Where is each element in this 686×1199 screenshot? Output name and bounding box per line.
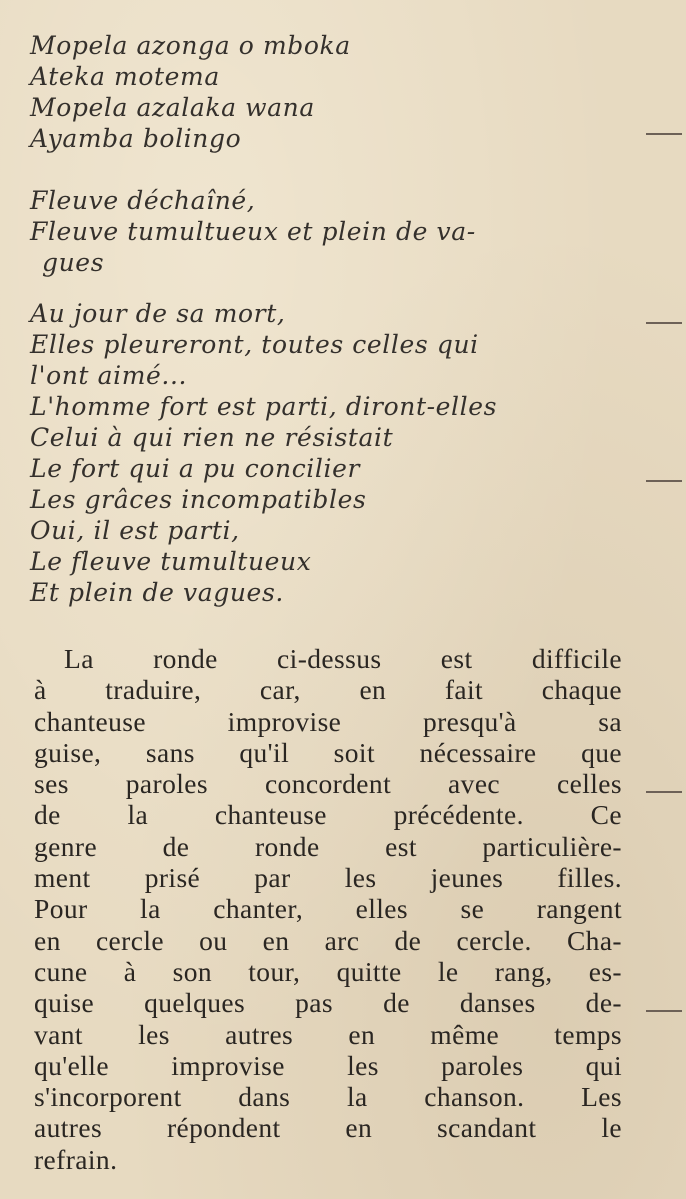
paragraph-line: guise, sans qu'il soit nécessaire que [34,736,622,768]
paragraph-line: en cercle ou en arc de cercle. Cha- [34,924,622,956]
margin-rule-mark [646,480,682,482]
margin-rule-mark [646,322,682,324]
margin-rule-mark [646,133,682,135]
verse-line: gues [42,248,105,277]
verse-line: Le fleuve tumultueux [30,547,312,576]
verse-line: Et plein de vagues. [30,578,284,607]
verse-stanza-mort [30,298,630,608]
verse-line: Oui, il est parti, [30,516,240,545]
commentary-paragraph [34,643,622,1175]
verse-line: Les grâces incompatibles [30,485,367,514]
paragraph-line: chanteuse improvise presqu'à sa [34,705,622,737]
paragraph-line: autres répondent en scandant le [34,1112,622,1144]
verse-line: Ayamba bolingo [30,124,242,153]
verse-line: Le fort qui a pu concilier [30,454,361,483]
paragraph-line: quise quelques pas de danses de- [34,987,622,1019]
paragraph-line: La ronde ci-dessus est difficile [64,643,622,674]
verse-stanza-fleuve [30,185,630,278]
verse-line: L'homme fort est parti, diront-elles [30,392,498,421]
verse-line: l'ont aimé... [30,361,188,390]
verse-line: Mopela azonga o mboka [30,31,351,60]
margin-rule-mark [646,791,682,793]
verse-line: Fleuve tumultueux et plein de va- [30,217,476,246]
paragraph-line: à traduire, car, en fait chaque [34,674,622,706]
paragraph-line: qu'elle improvise les paroles qui [34,1049,622,1081]
verse-line: Celui à qui rien ne résistait [30,423,394,452]
verse-line: Au jour de sa mort, [30,299,286,328]
paragraph-line: Pour la chanter, elles se rangent [34,893,622,925]
paragraph-line: ment prisé par les jeunes filles. [34,862,622,894]
verse-line: Mopela azalaka wana [30,93,315,122]
verse-stanza-lingala [30,30,630,154]
verse-line: Fleuve déchaîné, [30,186,256,215]
verse-line: Ateka motema [30,62,220,91]
paragraph-line: de la chanteuse précédente. Ce [34,799,622,831]
paragraph-line: ses paroles concordent avec celles [34,768,622,800]
paragraph-line: s'incorporent dans la chanson. Les [34,1081,622,1113]
verse-line: Elles pleureront, toutes celles qui [30,330,479,359]
paragraph-line: genre de ronde est particulière- [34,830,622,862]
paragraph-line: refrain. [34,1143,118,1175]
paragraph-line: cune à son tour, quitte le rang, es- [34,955,622,987]
margin-rule-mark [646,1010,682,1012]
paragraph-line: vant les autres en même temps [34,1018,622,1050]
